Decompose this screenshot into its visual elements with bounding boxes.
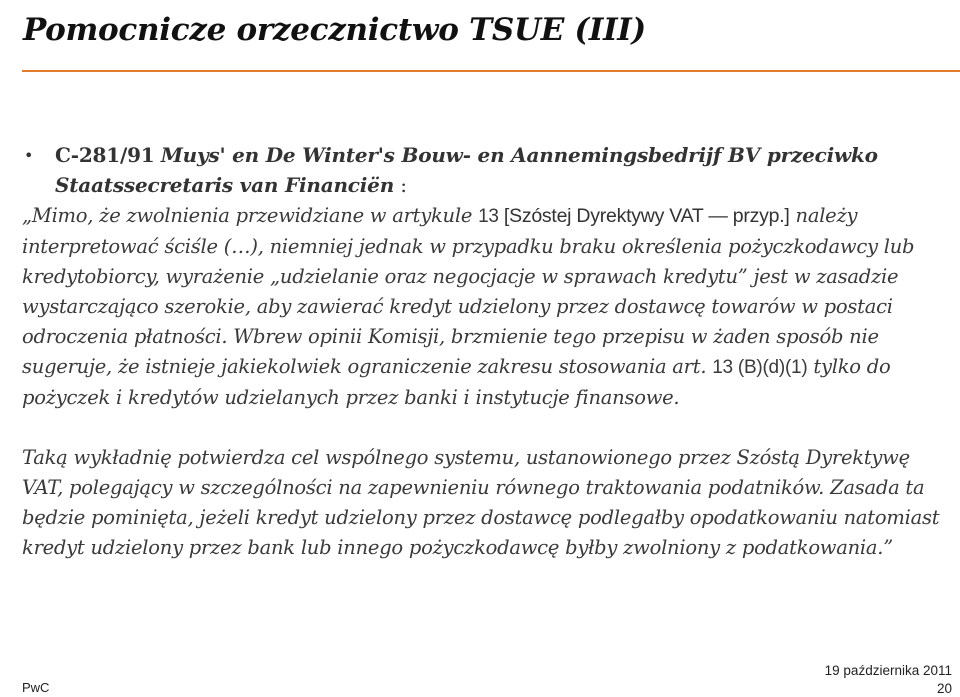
quote1-article-ref: 13 (B)(d)(1) bbox=[712, 357, 808, 378]
slide-title: Pomocnicze orzecznictwo TSUE (III) bbox=[23, 12, 646, 48]
footer-date: 19 października 2011 bbox=[824, 663, 952, 678]
quote1-article-number: 13 bbox=[478, 206, 499, 227]
case-reference bbox=[55, 140, 915, 200]
case-colon: : bbox=[394, 173, 407, 197]
quote-paragraph-2: Taką wykładnię potwierdza cel wspólnego systemu, ustanowionego przez Szóstą Dyrektywę VAT, polegający w szczególności na zapewnieniu równego traktowania podatników. Zasada ta będzie pominięta, jeżeli kredyt udzielony przez dostawcę podlegałby opodatkowaniu natomiast kredyt udzielony przez bank lub innego pożyczkodawcę byłby zwolniony z podatkowania.” bbox=[22, 446, 940, 559]
page-number: 20 bbox=[936, 681, 952, 696]
quote1-editor-insertion: [Szóstej Dyrektywy VAT — przyp.] bbox=[498, 205, 790, 227]
bullet-icon: • bbox=[24, 146, 34, 165]
case-name: Muys' en De Winter's Bouw- en Aannemingsbedrijf BV przeciwko Staatssecretaris van Financiën bbox=[55, 143, 878, 197]
case-number: C-281/91 bbox=[55, 143, 155, 167]
footer-brand: PwC bbox=[22, 680, 50, 695]
quote1-part3: tylko do pożyczek i kredytów udzielanych przez banki i instytucje finansowe. bbox=[22, 355, 891, 409]
quote1-part1: „Mimo, że zwolnienia przewidziane w artykule bbox=[22, 204, 479, 227]
quote1-part2: należy interpretować ściśle (…), niemniej jednak w przypadku braku określenia pożyczkodawcy lub kredytobiorcy, wyrażenie „udzielanie oraz negocjacje w sprawach kredytu” jest w zasadzie wystarczająco szerokie, aby zawierać kredyt udzielony przez dostawcę towarów w postaci odroczenia płatności. Wbrew opinii Komisji, brzmienie tego przepisu w żaden sposób nie sugeruje, że istnieje jakiekolwiek ograniczenie zakresu stosowania art. bbox=[22, 204, 915, 378]
quote-paragraph-1 bbox=[22, 201, 942, 413]
title-divider bbox=[22, 70, 960, 72]
